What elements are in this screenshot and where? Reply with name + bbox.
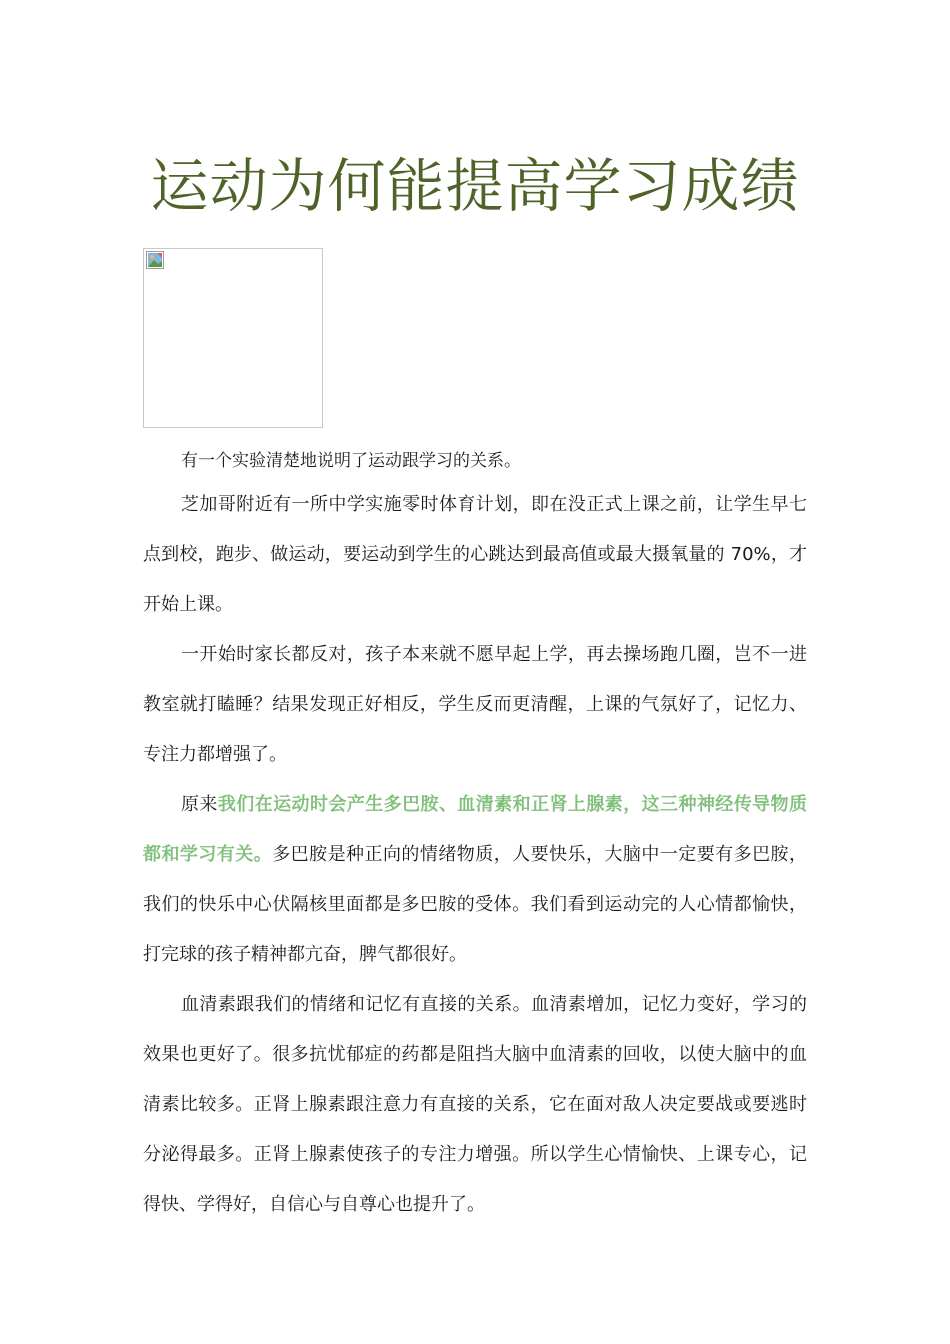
paragraph-rest: 多巴胺是种正向的情绪物质，人要快乐，大脑中一定要有多巴胺，我们的快乐中心伏隔核里面都是多巴胺的受体。我们看到运动完的人心情都愉快，打完球的孩子精神都亢奋，脾气都很好。 [143, 844, 808, 965]
broken-image-icon [146, 251, 164, 269]
paragraph: 一开始时家长都反对，孩子本来就不愿早起上学，再去操场跑几圈，岂不一进教室就打瞌睡？结果发现正好相反，学生反而更清醒，上课的气氛好了，记忆力、专注力都增强了。 [143, 644, 807, 765]
paragraph: 芝加哥附近有一所中学实施零时体育计划，即在没正式上课之前，让学生早七点到校，跑步、做运动，要运动到学生的心跳达到最高值或最大摄氧量的 70%，才开始上课。 [143, 494, 807, 615]
paragraph-lead: 原来 [181, 794, 218, 815]
paragraph: 血清素跟我们的情绪和记忆有直接的关系。血清素增加，记忆力变好，学习的效果也更好了。很多抗忧郁症的药都是阻挡大脑中血清素的回收，以使大脑中的血清素比较多。正肾上腺素跟注意力有直接的关系，它在面对敌人决定要战或要逃时分泌得最多。正肾上腺素使孩子的专注力增强。所以学生心情愉快、上课专心，记得快、学得好，自信心与自尊心也提升了。 [143, 994, 807, 1215]
highlighted-text: 我们在运动时会产生多巴胺、血清素和正肾上腺素，这三种神经传导物质都和学习有关。 [143, 794, 808, 865]
article-body [143, 445, 807, 1230]
intro-paragraph: 有一个实验清楚地说明了运动跟学习的关系。 [181, 451, 521, 471]
paragraph [143, 780, 807, 980]
document-title: 运动为何能提高学习成绩 [150, 152, 800, 220]
image-placeholder [143, 248, 323, 428]
